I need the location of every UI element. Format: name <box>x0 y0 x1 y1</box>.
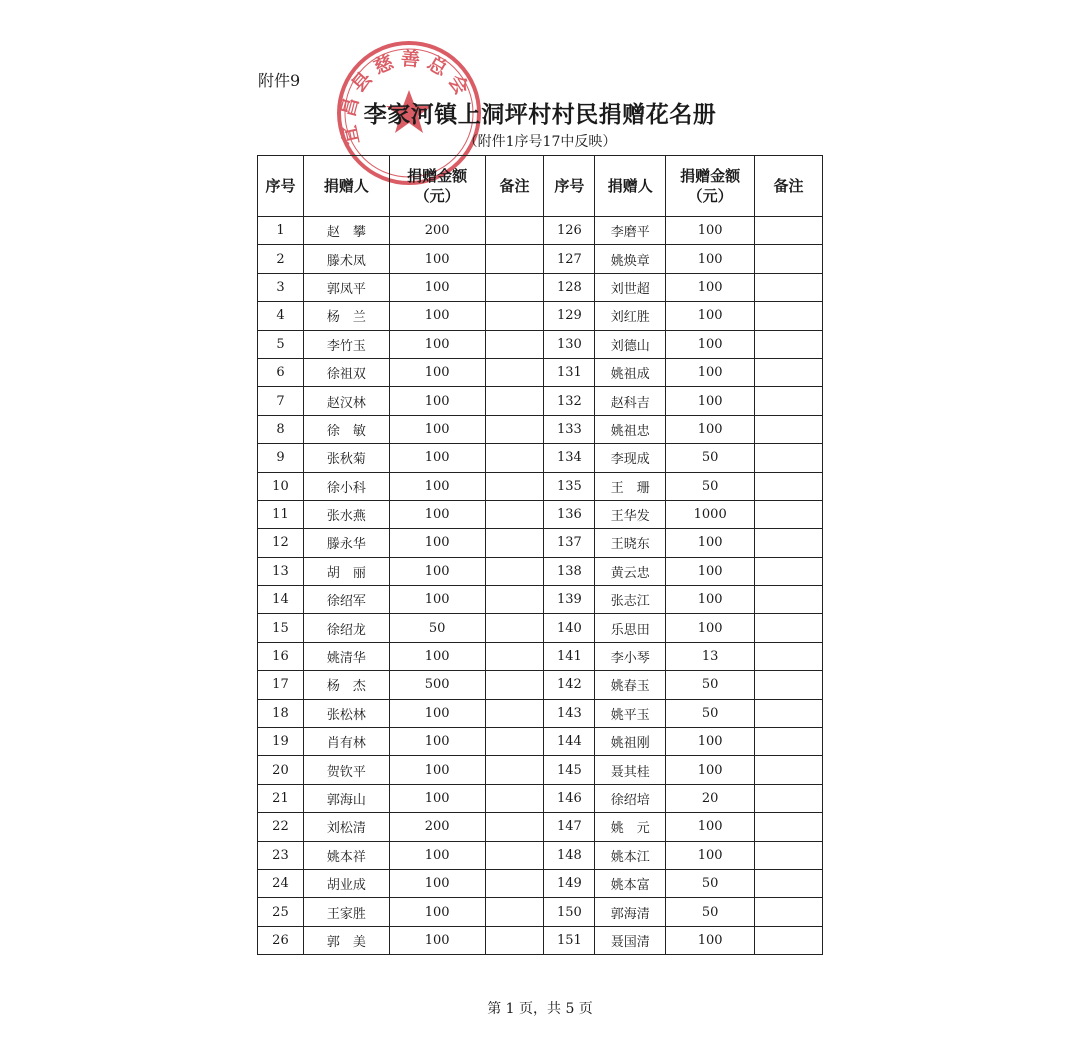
seq-cell: 135 <box>544 472 595 500</box>
note-cell <box>485 898 544 926</box>
amount-cell: 200 <box>389 217 485 245</box>
note-cell <box>485 642 544 670</box>
note-cell <box>755 699 823 727</box>
donor-cell: 姚本富 <box>595 869 666 897</box>
note-cell <box>755 529 823 557</box>
table-row <box>258 926 823 954</box>
amount-cell: 100 <box>389 245 485 273</box>
seq-cell: 7 <box>258 387 304 415</box>
amount-cell: 100 <box>666 302 755 330</box>
note-cell <box>755 728 823 756</box>
seq-cell: 9 <box>258 444 304 472</box>
amount-cell: 13 <box>666 642 755 670</box>
seq-cell: 149 <box>544 869 595 897</box>
amount-cell: 100 <box>389 926 485 954</box>
note-cell <box>485 358 544 386</box>
note-cell <box>755 813 823 841</box>
seq-cell: 148 <box>544 841 595 869</box>
amount-cell: 100 <box>666 245 755 273</box>
note-cell <box>755 358 823 386</box>
header-amount-line2: （元） <box>414 187 460 205</box>
seq-cell: 3 <box>258 273 304 301</box>
header-seq-right: 序号 <box>544 156 595 217</box>
seq-cell: 132 <box>544 387 595 415</box>
table-row <box>258 699 823 727</box>
donor-cell: 姚春玉 <box>595 671 666 699</box>
donor-cell: 徐绍军 <box>303 586 389 614</box>
amount-cell: 100 <box>666 557 755 585</box>
table-row <box>258 586 823 614</box>
donor-cell: 郭海山 <box>303 784 389 812</box>
donor-cell: 郭海清 <box>595 898 666 926</box>
donor-cell: 杨 兰 <box>303 302 389 330</box>
donor-cell: 徐绍培 <box>595 784 666 812</box>
amount-cell: 100 <box>666 813 755 841</box>
amount-cell: 100 <box>389 586 485 614</box>
note-cell <box>755 500 823 528</box>
note-cell <box>755 472 823 500</box>
note-cell <box>755 273 823 301</box>
note-cell <box>485 586 544 614</box>
amount-cell: 100 <box>389 869 485 897</box>
note-cell <box>755 784 823 812</box>
note-cell <box>485 699 544 727</box>
donor-table-body <box>258 217 823 955</box>
seq-cell: 10 <box>258 472 304 500</box>
note-cell <box>485 302 544 330</box>
seq-cell: 138 <box>544 557 595 585</box>
amount-cell: 100 <box>389 642 485 670</box>
donor-cell: 姚本祥 <box>303 841 389 869</box>
amount-cell: 100 <box>666 728 755 756</box>
table-row <box>258 245 823 273</box>
table-row <box>258 642 823 670</box>
table-row <box>258 472 823 500</box>
seq-cell: 141 <box>544 642 595 670</box>
note-cell <box>485 926 544 954</box>
donor-cell: 王华发 <box>595 500 666 528</box>
donor-cell: 胡业成 <box>303 869 389 897</box>
amount-cell: 100 <box>666 529 755 557</box>
donor-cell: 乐思田 <box>595 614 666 642</box>
donor-cell: 张松林 <box>303 699 389 727</box>
note-cell <box>485 245 544 273</box>
seq-cell: 11 <box>258 500 304 528</box>
seq-cell: 144 <box>544 728 595 756</box>
donor-cell: 徐小科 <box>303 472 389 500</box>
seq-cell: 18 <box>258 699 304 727</box>
table-row <box>258 387 823 415</box>
table-row <box>258 557 823 585</box>
amount-cell: 100 <box>666 330 755 358</box>
seq-cell: 12 <box>258 529 304 557</box>
amount-cell: 100 <box>666 756 755 784</box>
note-cell <box>485 500 544 528</box>
donor-cell: 郭凤平 <box>303 273 389 301</box>
seq-cell: 140 <box>544 614 595 642</box>
donor-cell: 王 珊 <box>595 472 666 500</box>
amount-cell: 100 <box>389 358 485 386</box>
amount-cell: 100 <box>389 784 485 812</box>
note-cell <box>485 472 544 500</box>
header-donor-right: 捐赠人 <box>595 156 666 217</box>
table-header-row <box>258 156 823 217</box>
table-row <box>258 273 823 301</box>
donor-cell: 姚祖刚 <box>595 728 666 756</box>
donor-cell: 徐祖双 <box>303 358 389 386</box>
seq-cell: 129 <box>544 302 595 330</box>
note-cell <box>755 926 823 954</box>
donor-cell: 刘松清 <box>303 813 389 841</box>
header-amount-line1: 捐赠金额 <box>407 167 468 185</box>
amount-cell: 100 <box>666 273 755 301</box>
note-cell <box>755 444 823 472</box>
amount-cell: 100 <box>389 302 485 330</box>
svg-text:宜昌县慈善总会: 宜昌县慈善总会 <box>336 47 476 147</box>
seq-cell: 17 <box>258 671 304 699</box>
amount-cell: 100 <box>389 529 485 557</box>
amount-cell: 100 <box>389 500 485 528</box>
note-cell <box>755 415 823 443</box>
amount-cell: 100 <box>666 387 755 415</box>
donor-cell: 姚平玉 <box>595 699 666 727</box>
seq-cell: 1 <box>258 217 304 245</box>
seq-cell: 126 <box>544 217 595 245</box>
header-note-left: 备注 <box>485 156 544 217</box>
donor-cell: 李磨平 <box>595 217 666 245</box>
donor-cell: 姚本江 <box>595 841 666 869</box>
amount-cell: 100 <box>666 586 755 614</box>
note-cell <box>485 841 544 869</box>
table-row <box>258 217 823 245</box>
donor-cell: 肖有林 <box>303 728 389 756</box>
donor-cell: 刘德山 <box>595 330 666 358</box>
donor-cell: 聂其桂 <box>595 756 666 784</box>
amount-cell: 1000 <box>666 500 755 528</box>
donor-cell: 刘世超 <box>595 273 666 301</box>
amount-cell: 100 <box>389 898 485 926</box>
note-cell <box>755 302 823 330</box>
page-title: 李家河镇上洞坪村村民捐赠花名册 <box>363 102 717 128</box>
note-cell <box>485 728 544 756</box>
amount-cell: 50 <box>666 699 755 727</box>
donor-cell: 张水燕 <box>303 500 389 528</box>
table-row <box>258 869 823 897</box>
note-cell <box>485 614 544 642</box>
table-row <box>258 415 823 443</box>
amount-cell: 50 <box>666 472 755 500</box>
amount-cell: 50 <box>666 671 755 699</box>
donor-cell: 姚 元 <box>595 813 666 841</box>
seq-cell: 23 <box>258 841 304 869</box>
amount-cell: 100 <box>666 358 755 386</box>
note-cell <box>755 217 823 245</box>
seq-cell: 134 <box>544 444 595 472</box>
donor-cell: 赵科吉 <box>595 387 666 415</box>
seq-cell: 8 <box>258 415 304 443</box>
donor-cell: 赵汉林 <box>303 387 389 415</box>
table-row <box>258 671 823 699</box>
amount-cell: 100 <box>389 415 485 443</box>
note-cell <box>755 245 823 273</box>
header-amount-line2: （元） <box>687 187 733 205</box>
table-row <box>258 728 823 756</box>
table-row <box>258 444 823 472</box>
note-cell <box>755 869 823 897</box>
note-cell <box>755 898 823 926</box>
seq-cell: 14 <box>258 586 304 614</box>
donor-cell: 赵 攀 <box>303 217 389 245</box>
amount-cell: 100 <box>389 699 485 727</box>
amount-cell: 50 <box>666 898 755 926</box>
table-row <box>258 358 823 386</box>
table-row <box>258 841 823 869</box>
note-cell <box>485 671 544 699</box>
seq-cell: 22 <box>258 813 304 841</box>
note-cell <box>755 841 823 869</box>
table-row <box>258 813 823 841</box>
table-row <box>258 529 823 557</box>
amount-cell: 50 <box>666 444 755 472</box>
seq-cell: 143 <box>544 699 595 727</box>
amount-cell: 100 <box>666 926 755 954</box>
note-cell <box>485 784 544 812</box>
header-donor-left: 捐赠人 <box>303 156 389 217</box>
donor-cell: 贺钦平 <box>303 756 389 784</box>
table-row <box>258 330 823 358</box>
header-seq-left: 序号 <box>258 156 304 217</box>
amount-cell: 100 <box>389 728 485 756</box>
header-note-right: 备注 <box>755 156 823 217</box>
donor-cell: 姚清华 <box>303 642 389 670</box>
donor-cell: 黄云忠 <box>595 557 666 585</box>
note-cell <box>485 557 544 585</box>
note-cell <box>485 756 544 784</box>
seq-cell: 24 <box>258 869 304 897</box>
seq-cell: 142 <box>544 671 595 699</box>
donor-cell: 李现成 <box>595 444 666 472</box>
seq-cell: 6 <box>258 358 304 386</box>
table-row <box>258 784 823 812</box>
table-row <box>258 756 823 784</box>
amount-cell: 500 <box>389 671 485 699</box>
note-cell <box>485 387 544 415</box>
note-cell <box>485 415 544 443</box>
page-subtitle: （附件1序号17中反映） <box>463 134 617 150</box>
note-cell <box>485 813 544 841</box>
donor-cell: 胡 丽 <box>303 557 389 585</box>
amount-cell: 100 <box>389 756 485 784</box>
note-cell <box>755 756 823 784</box>
donor-cell: 聂国清 <box>595 926 666 954</box>
table-row <box>258 302 823 330</box>
donor-cell: 杨 杰 <box>303 671 389 699</box>
donor-cell: 王晓东 <box>595 529 666 557</box>
seq-cell: 131 <box>544 358 595 386</box>
donor-cell: 徐绍龙 <box>303 614 389 642</box>
amount-cell: 100 <box>389 444 485 472</box>
amount-cell: 50 <box>389 614 485 642</box>
seq-cell: 150 <box>544 898 595 926</box>
seq-cell: 127 <box>544 245 595 273</box>
seq-cell: 130 <box>544 330 595 358</box>
amount-cell: 100 <box>389 841 485 869</box>
amount-cell: 200 <box>389 813 485 841</box>
amount-cell: 100 <box>666 614 755 642</box>
note-cell <box>755 330 823 358</box>
header-amount-left <box>389 156 485 217</box>
seq-cell: 4 <box>258 302 304 330</box>
donor-cell: 姚祖忠 <box>595 415 666 443</box>
table-row <box>258 500 823 528</box>
amount-cell: 100 <box>389 273 485 301</box>
seq-cell: 146 <box>544 784 595 812</box>
donor-cell: 刘红胜 <box>595 302 666 330</box>
note-cell <box>755 586 823 614</box>
attachment-label: 附件9 <box>258 71 301 90</box>
seq-cell: 2 <box>258 245 304 273</box>
note-cell <box>755 387 823 415</box>
donor-cell: 姚焕章 <box>595 245 666 273</box>
amount-cell: 100 <box>389 557 485 585</box>
note-cell <box>485 869 544 897</box>
donor-cell: 郭 美 <box>303 926 389 954</box>
amount-cell: 100 <box>389 472 485 500</box>
amount-cell: 100 <box>666 217 755 245</box>
note-cell <box>755 557 823 585</box>
seq-cell: 145 <box>544 756 595 784</box>
seq-cell: 16 <box>258 642 304 670</box>
donor-cell: 张秋菊 <box>303 444 389 472</box>
seq-cell: 15 <box>258 614 304 642</box>
note-cell <box>755 671 823 699</box>
donor-cell: 李竹玉 <box>303 330 389 358</box>
amount-cell: 20 <box>666 784 755 812</box>
amount-cell: 100 <box>666 841 755 869</box>
seq-cell: 20 <box>258 756 304 784</box>
donor-cell: 李小琴 <box>595 642 666 670</box>
donor-cell: 王家胜 <box>303 898 389 926</box>
seq-cell: 21 <box>258 784 304 812</box>
donor-cell: 张志江 <box>595 586 666 614</box>
seq-cell: 128 <box>544 273 595 301</box>
seq-cell: 26 <box>258 926 304 954</box>
note-cell <box>755 642 823 670</box>
page-footer: 第 1 页，共 5 页 <box>487 1001 593 1017</box>
amount-cell: 100 <box>389 330 485 358</box>
donor-cell: 姚祖成 <box>595 358 666 386</box>
seq-cell: 13 <box>258 557 304 585</box>
donor-cell: 滕术凤 <box>303 245 389 273</box>
seq-cell: 137 <box>544 529 595 557</box>
seq-cell: 5 <box>258 330 304 358</box>
donor-cell: 滕永华 <box>303 529 389 557</box>
note-cell <box>755 614 823 642</box>
header-amount-right <box>666 156 755 217</box>
seq-cell: 151 <box>544 926 595 954</box>
amount-cell: 50 <box>666 869 755 897</box>
note-cell <box>485 529 544 557</box>
amount-cell: 100 <box>389 387 485 415</box>
donor-table <box>257 155 823 955</box>
seq-cell: 133 <box>544 415 595 443</box>
table-row <box>258 614 823 642</box>
seq-cell: 25 <box>258 898 304 926</box>
note-cell <box>485 444 544 472</box>
seq-cell: 147 <box>544 813 595 841</box>
table-row <box>258 898 823 926</box>
note-cell <box>485 273 544 301</box>
note-cell <box>485 330 544 358</box>
header-amount-line1: 捐赠金额 <box>680 167 741 185</box>
seq-cell: 139 <box>544 586 595 614</box>
seq-cell: 19 <box>258 728 304 756</box>
amount-cell: 100 <box>666 415 755 443</box>
seq-cell: 136 <box>544 500 595 528</box>
donor-cell: 徐 敏 <box>303 415 389 443</box>
note-cell <box>485 217 544 245</box>
